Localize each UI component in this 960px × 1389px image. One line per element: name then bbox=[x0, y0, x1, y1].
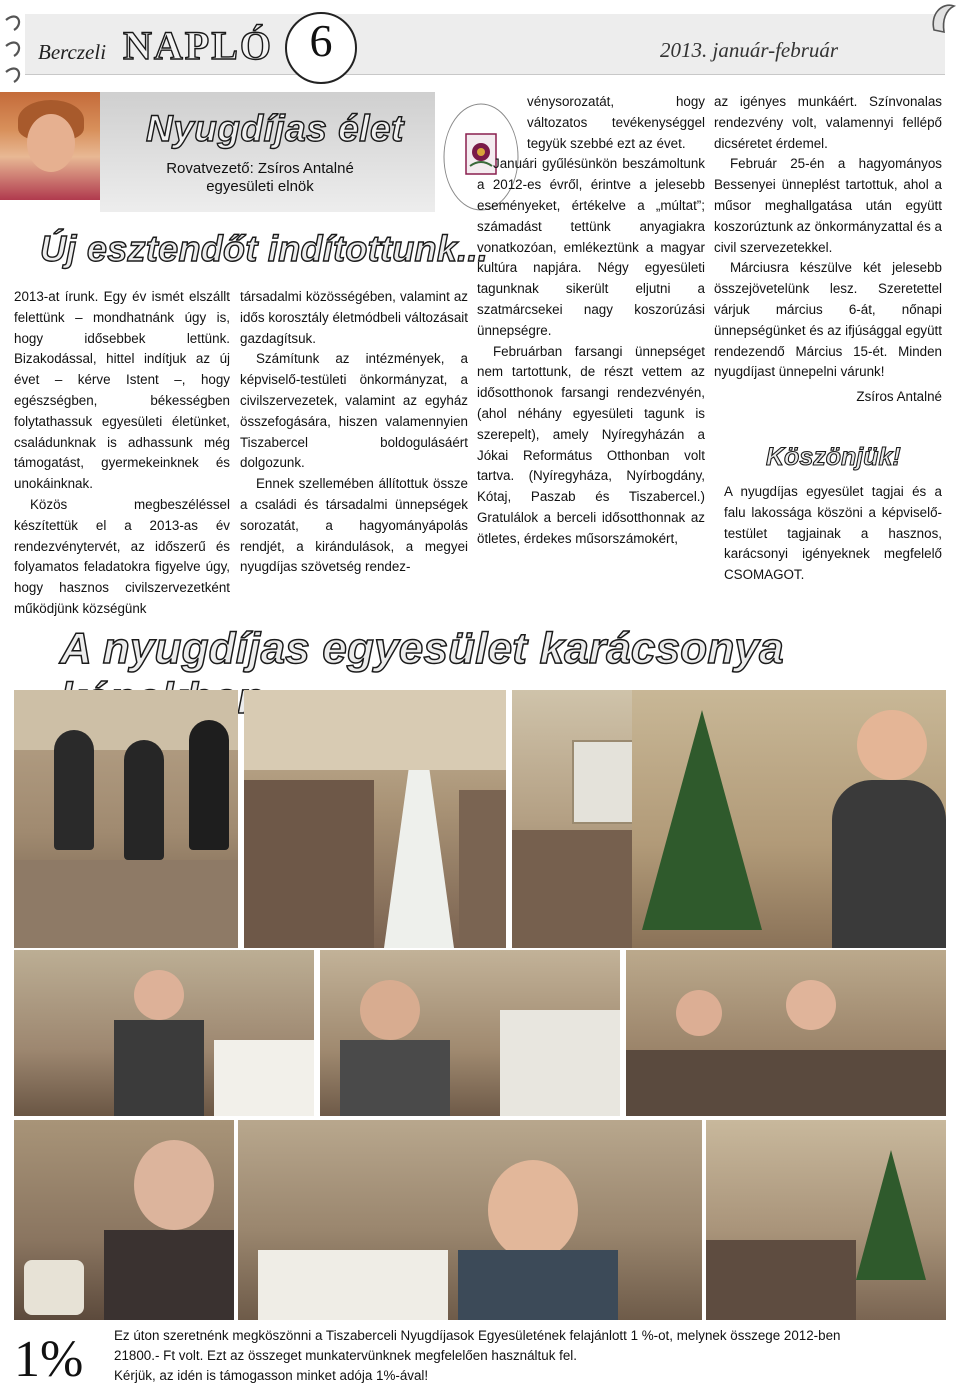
photo-christmas-tree bbox=[642, 710, 762, 930]
issue-date: 2013. január-február bbox=[660, 38, 839, 62]
photo-figure bbox=[340, 1040, 450, 1116]
paragraph: Márciusra készülve két jelesebb összejövetelünk lesz. Szeretettel várjuk március 6-át, nőnapi ünnepségünket és az ifjúsággal együtt rendezendő Március 15-ét. Minden nyugdíjast ünnepelni várunk! bbox=[714, 260, 942, 380]
photo-choir bbox=[14, 690, 238, 948]
editor-line-2: egyesületi elnök bbox=[206, 178, 314, 195]
paragraph: az igényes munkáért. Színvonalas rendezvény volt, valamennyi fellépő dicséretet érdemel. bbox=[714, 94, 942, 151]
photo-speaker bbox=[632, 690, 946, 948]
photo-face bbox=[857, 710, 927, 780]
editor-line-1: Rovatvezető: Zsíros Antalné bbox=[166, 160, 354, 177]
rubric-editor bbox=[100, 160, 420, 196]
article-column-2 bbox=[240, 287, 468, 578]
photo-ladies bbox=[626, 950, 946, 1116]
photo-wall bbox=[244, 690, 506, 770]
photo-guests bbox=[244, 780, 374, 948]
photo-audience bbox=[14, 860, 238, 948]
binder-spiral-icon bbox=[2, 6, 26, 88]
photo-table-scene bbox=[238, 1120, 702, 1320]
photo-seated-guests bbox=[14, 950, 314, 1116]
paragraph: Februárban farsangi ünnepséget nem tartottunk, de részt vettem az idősotthonok farsangi rendezvényén, (ahol néhány egyesületi tagunk is szerepelt), amely Nyíregyházán a Jókai Református Otthonban volt tartva. (Nyíregyháza, Nyírbogdány, Kótaj, Paszab és Tiszabercel.) Gratulálok a berceli idősotthonnak az ötletes, érdekes műsorszámokért, bbox=[477, 343, 705, 546]
one-percent-mark: 1% bbox=[14, 1331, 84, 1388]
photo-christmas-tree bbox=[856, 1150, 926, 1280]
photo-figure bbox=[832, 780, 946, 948]
photo-table bbox=[500, 1010, 620, 1116]
footer-note bbox=[114, 1326, 934, 1386]
photo-table bbox=[258, 1250, 448, 1320]
paragraph: vénysorozatát, hogy változatos tevékenységgel tegyük szebbé ezt az évet. bbox=[527, 94, 705, 151]
photo-table bbox=[384, 770, 454, 948]
brand-name: NAPLÓ bbox=[123, 23, 273, 68]
photo-guests bbox=[459, 790, 506, 948]
photo-guests bbox=[706, 1240, 856, 1320]
article-headline: Új esztendőt indítottunk... bbox=[40, 228, 489, 269]
thanks-text: A nyugdíjas egyesület tagjai és a falu lakossága köszöni a képviselő-testület tagjainak a hasznos, karácsonyi igényeknek megfelelő CSOMAGOT. bbox=[724, 484, 942, 583]
photo-figure bbox=[458, 1250, 618, 1320]
photo-table bbox=[214, 1040, 314, 1116]
photo-figure bbox=[114, 1020, 204, 1116]
photo-face bbox=[360, 980, 420, 1040]
rubric-title: Nyugdíjas élet bbox=[146, 108, 404, 149]
article-column-3 bbox=[477, 92, 705, 550]
photo-table-guests bbox=[320, 950, 620, 1116]
paragraph: Február 25-én a hagyományos Bessenyei ünneplést tartottuk, ahol a műsor meghallgatása után együtt koszorúztunk az önkormányzattal és a civil szervezetekkel. bbox=[714, 156, 942, 255]
photo-guests bbox=[626, 1050, 946, 1116]
photo-window bbox=[572, 740, 636, 824]
footer-line: 21800.- Ft volt. Ezt az összeget munkatervünknek megfelelően használtuk fel. bbox=[114, 1348, 577, 1363]
portrait-face bbox=[27, 114, 75, 172]
paragraph: Januári gyűlésünkön beszámoltunk a 2012-es évről, érintve a jelesebb eseményeket, értékelve a „múltat”; számadást tettünk anyagiakra vonatkozóan, emlékeztünk a magyar kultúra napjára. Négy egyesületi tagunknak sikerült eljutni a szatmárcsekei nagy koszorúzási ünnepségre. bbox=[477, 156, 705, 338]
photo-face bbox=[134, 970, 184, 1020]
article-column-1 bbox=[14, 287, 230, 620]
photo-gift bbox=[24, 1260, 84, 1315]
paragraph: 2013-at írunk. Egy év ismét elszállt felettünk – mondhatnánk úgy is, hogy idősebbek lettünk. Bizakodással, hittel indítjuk az új évet – kérve Istent –, hogy egészségben, békességben folytathassuk egyesületi életünket, családunknak is adhassunk még támogatást, gyermekeinknek és unokáinknak. bbox=[14, 289, 230, 492]
paragraph: Számítunk az intézmények, a képviselő-testületi önkormányzat, a civilszervezetek, valamint az egyház összefogására, hiszen valamennyien Tiszabercel boldogulásáért dolgozunk. bbox=[240, 351, 468, 471]
photo-figure bbox=[104, 1230, 234, 1320]
paragraph: társadalmi közösségében, valamint az idős korosztály életmódbeli változásait gazdagítsuk. bbox=[240, 289, 468, 346]
editor-portrait bbox=[0, 92, 100, 200]
photo-corner bbox=[706, 1120, 946, 1320]
page-number: 6 bbox=[309, 15, 333, 66]
footer-line: Kérjük, az idén is támogasson minket adója 1%-ával! bbox=[114, 1368, 429, 1383]
page-curl-icon bbox=[928, 0, 958, 36]
thanks-title: Köszönjük! bbox=[766, 443, 901, 471]
photo-elder-lady bbox=[14, 1120, 234, 1320]
paragraph: Közös megbeszéléssel készítettük el a 2013-as év rendezvénytervét, az időszerű és folyamatos feladatokra figyelve úgy, hogy hasznos civilszervezetként működjünk községünk bbox=[14, 496, 230, 616]
article-column-4 bbox=[714, 92, 942, 408]
photo-figure bbox=[124, 740, 164, 860]
photo-face bbox=[676, 990, 722, 1036]
brand-prefix: Berczeli bbox=[38, 40, 107, 64]
photo-long-table bbox=[244, 690, 506, 948]
photo-figure bbox=[54, 730, 94, 850]
footer-line: Ez úton szeretnénk megköszönni a Tiszaberceli Nyugdíjasok Egyesületének felajánlott 1 %-ot, melynek összege 2012-ben bbox=[114, 1328, 841, 1343]
paragraph: Ennek szellemében állítottuk össze a családi és társadalmi ünnepségek sorozatát, a hagyományápolás rendjét, a kirándulások, a megyei nyugdíjas szövetség rendez- bbox=[240, 476, 468, 575]
gallery-title: A nyugdíjas egyesület karácsonya bbox=[60, 624, 784, 673]
photo-face bbox=[786, 980, 836, 1030]
photo-face bbox=[134, 1140, 214, 1230]
photo-figure bbox=[189, 720, 229, 850]
photo-face bbox=[488, 1160, 578, 1260]
signature: Zsíros Antalné bbox=[856, 389, 942, 405]
